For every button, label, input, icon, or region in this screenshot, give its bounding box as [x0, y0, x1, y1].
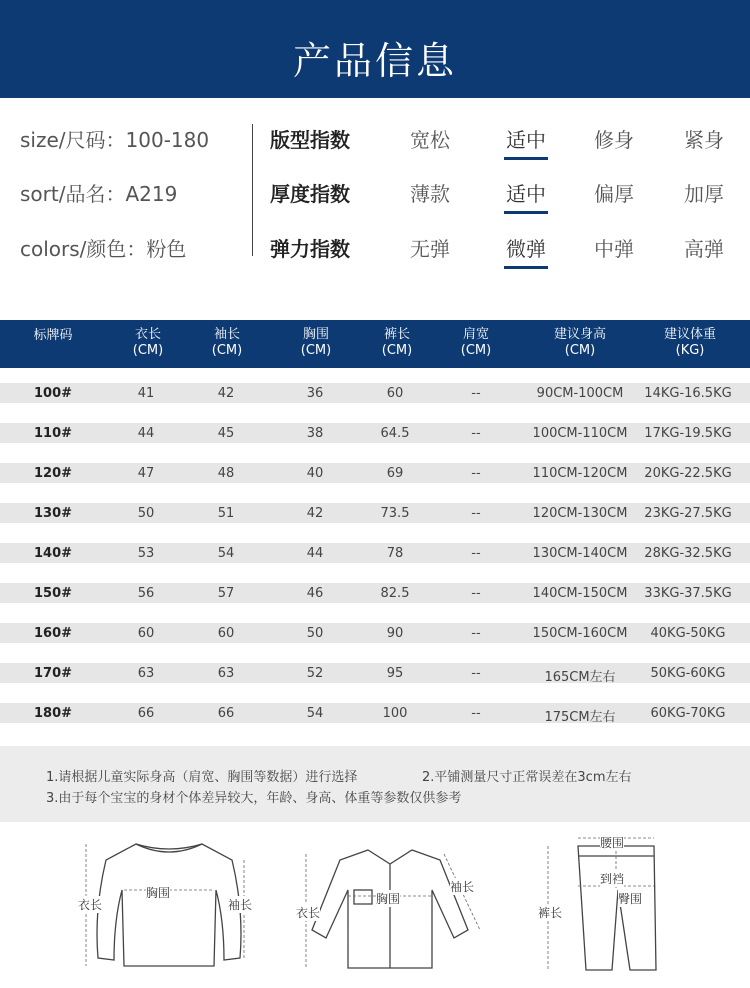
cell-size: 170#	[33, 666, 73, 681]
pants-length-label: 裤长	[538, 906, 563, 920]
table-row	[0, 463, 750, 483]
table-row	[0, 543, 750, 563]
cell-length: 47	[137, 466, 155, 481]
fit-option-slim: 修身	[594, 128, 634, 152]
header-shoulder: 肩宽 (CM)	[460, 327, 492, 358]
cell-height: 120CM-130CM	[532, 506, 628, 521]
cell-size: 160#	[33, 626, 73, 641]
cell-shoulder: --	[471, 666, 481, 681]
shirt-length-label: 衣长	[296, 906, 321, 920]
cell-chest: 50	[306, 626, 324, 641]
header-sleeve-length: 袖长 (CM)	[211, 327, 243, 358]
cell-pants: 82.5	[380, 586, 410, 601]
sweater-sleeve-label: 袖长	[228, 898, 253, 912]
pants-hip-label: 臀围	[618, 892, 643, 906]
pants-waist-label: 腰围	[600, 836, 625, 850]
cell-sleeve: 51	[217, 506, 235, 521]
cell-length: 41	[137, 386, 155, 401]
pants-rise-label: 到裆	[600, 872, 625, 886]
product-size: size/尺码：100-180	[20, 128, 210, 152]
cell-sleeve: 45	[217, 426, 235, 441]
cell-weight: 60KG-70KG	[650, 706, 726, 721]
note-2: 2.平铺测量尺寸正常误差在3cm左右	[422, 770, 632, 785]
cell-size: 180#	[33, 706, 73, 721]
cell-pants: 73.5	[380, 506, 410, 521]
header-chest: 胸围 (CM)	[300, 327, 332, 358]
table-row	[0, 383, 750, 403]
cell-weight: 33KG-37.5KG	[644, 586, 732, 601]
cell-chest: 36	[306, 386, 324, 401]
stretch-option-medium: 中弹	[594, 237, 634, 261]
cell-weight: 14KG-16.5KG	[644, 386, 732, 401]
shirt-diagram	[290, 830, 490, 980]
cell-chest: 38	[306, 426, 324, 441]
cell-shoulder: --	[471, 466, 481, 481]
fit-option-loose: 宽松	[410, 128, 450, 152]
cell-weight: 20KG-22.5KG	[644, 466, 732, 481]
cell-shoulder: --	[471, 426, 481, 441]
pants-diagram	[530, 830, 670, 980]
cell-chest: 42	[306, 506, 324, 521]
thickness-option-regular: 适中	[496, 178, 556, 207]
cell-pants: 95	[386, 666, 404, 681]
cell-size: 140#	[33, 546, 73, 561]
cell-length: 44	[137, 426, 155, 441]
cell-weight: 40KG-50KG	[650, 626, 726, 641]
cell-chest: 46	[306, 586, 324, 601]
table-row	[0, 503, 750, 523]
page-title: 产品信息	[292, 39, 457, 83]
table-row	[0, 703, 750, 723]
cell-size: 150#	[33, 586, 73, 601]
cell-chest: 44	[306, 546, 324, 561]
table-row	[0, 623, 750, 643]
cell-chest: 52	[306, 666, 324, 681]
cell-length: 63	[137, 666, 155, 681]
cell-weight: 28KG-32.5KG	[644, 546, 732, 561]
cell-height: 110CM-120CM	[532, 466, 628, 481]
cell-shoulder: --	[471, 626, 481, 641]
cell-length: 56	[137, 586, 155, 601]
cell-height: 150CM-160CM	[532, 626, 628, 641]
stretch-option-none: 无弹	[410, 237, 450, 261]
cell-sleeve: 60	[217, 626, 235, 641]
fit-option-tight: 紧身	[684, 128, 724, 152]
sweater-diagram	[74, 830, 264, 980]
cell-weight: 17KG-19.5KG	[644, 426, 732, 441]
notes-panel	[0, 746, 750, 822]
cell-length: 53	[137, 546, 155, 561]
sweater-length-label: 衣长	[78, 898, 103, 912]
note-1: 1.请根据儿童实际身高（肩宽、胸围等数据）进行选择	[46, 770, 358, 785]
cell-sleeve: 42	[217, 386, 235, 401]
thickness-index-label: 厚度指数	[270, 182, 350, 206]
cell-height: 165CM左右	[544, 670, 616, 685]
header-height: 建议身高 (CM)	[553, 327, 606, 358]
cell-pants: 90	[386, 626, 404, 641]
shirt-chest-label: 胸围	[376, 892, 401, 906]
cell-shoulder: --	[471, 546, 481, 561]
cell-height: 175CM左右	[544, 710, 616, 725]
cell-pants: 78	[386, 546, 404, 561]
cell-pants: 64.5	[380, 426, 410, 441]
thickness-option-thick: 偏厚	[594, 182, 634, 206]
cell-height: 130CM-140CM	[532, 546, 628, 561]
stretch-option-slight: 微弹	[496, 233, 556, 262]
header-size-code: 标牌码	[33, 328, 73, 343]
product-color: colors/颜色：粉色	[20, 237, 187, 261]
title-banner	[0, 0, 750, 98]
cell-size: 120#	[33, 466, 73, 481]
thickness-option-extra: 加厚	[684, 182, 724, 206]
cell-shoulder: --	[471, 386, 481, 401]
cell-chest: 40	[306, 466, 324, 481]
cell-pants: 100	[382, 706, 408, 721]
cell-shoulder: --	[471, 506, 481, 521]
shirt-sleeve-label: 袖长	[450, 880, 475, 894]
cell-weight: 50KG-60KG	[650, 666, 726, 681]
cell-pants: 60	[386, 386, 404, 401]
cell-shoulder: --	[471, 586, 481, 601]
cell-weight: 23KG-27.5KG	[644, 506, 732, 521]
header-weight: 建议体重 (KG)	[663, 327, 716, 358]
table-row	[0, 663, 750, 683]
note-3: 3.由于每个宝宝的身材个体差异较大，年龄、身高、体重等参数仅供参考	[46, 791, 462, 806]
cell-height: 100CM-110CM	[532, 426, 628, 441]
table-row	[0, 583, 750, 603]
fit-index-label: 版型指数	[270, 128, 350, 152]
cell-sleeve: 48	[217, 466, 235, 481]
cell-size: 100#	[33, 386, 73, 401]
product-sort: sort/品名：A219	[20, 182, 178, 206]
cell-size: 110#	[33, 426, 73, 441]
cell-sleeve: 54	[217, 546, 235, 561]
stretch-option-high: 高弹	[684, 237, 724, 261]
cell-sleeve: 57	[217, 586, 235, 601]
cell-length: 66	[137, 706, 155, 721]
thickness-option-thin: 薄款	[410, 182, 450, 206]
cell-length: 60	[137, 626, 155, 641]
info-divider	[252, 124, 253, 256]
size-table-header	[0, 320, 750, 368]
stretch-index-label: 弹力指数	[270, 237, 350, 261]
sweater-chest-label: 胸围	[146, 886, 171, 900]
cell-pants: 69	[386, 466, 404, 481]
cell-height: 90CM-100CM	[536, 386, 624, 401]
cell-chest: 54	[306, 706, 324, 721]
cell-sleeve: 63	[217, 666, 235, 681]
cell-shoulder: --	[471, 706, 481, 721]
fit-option-regular: 适中	[496, 124, 556, 153]
header-pants-length: 裤长 (CM)	[381, 327, 413, 358]
table-row	[0, 423, 750, 443]
cell-size: 130#	[33, 506, 73, 521]
header-body-length: 衣长 (CM)	[132, 327, 164, 358]
cell-length: 50	[137, 506, 155, 521]
cell-height: 140CM-150CM	[532, 586, 628, 601]
cell-sleeve: 66	[217, 706, 235, 721]
